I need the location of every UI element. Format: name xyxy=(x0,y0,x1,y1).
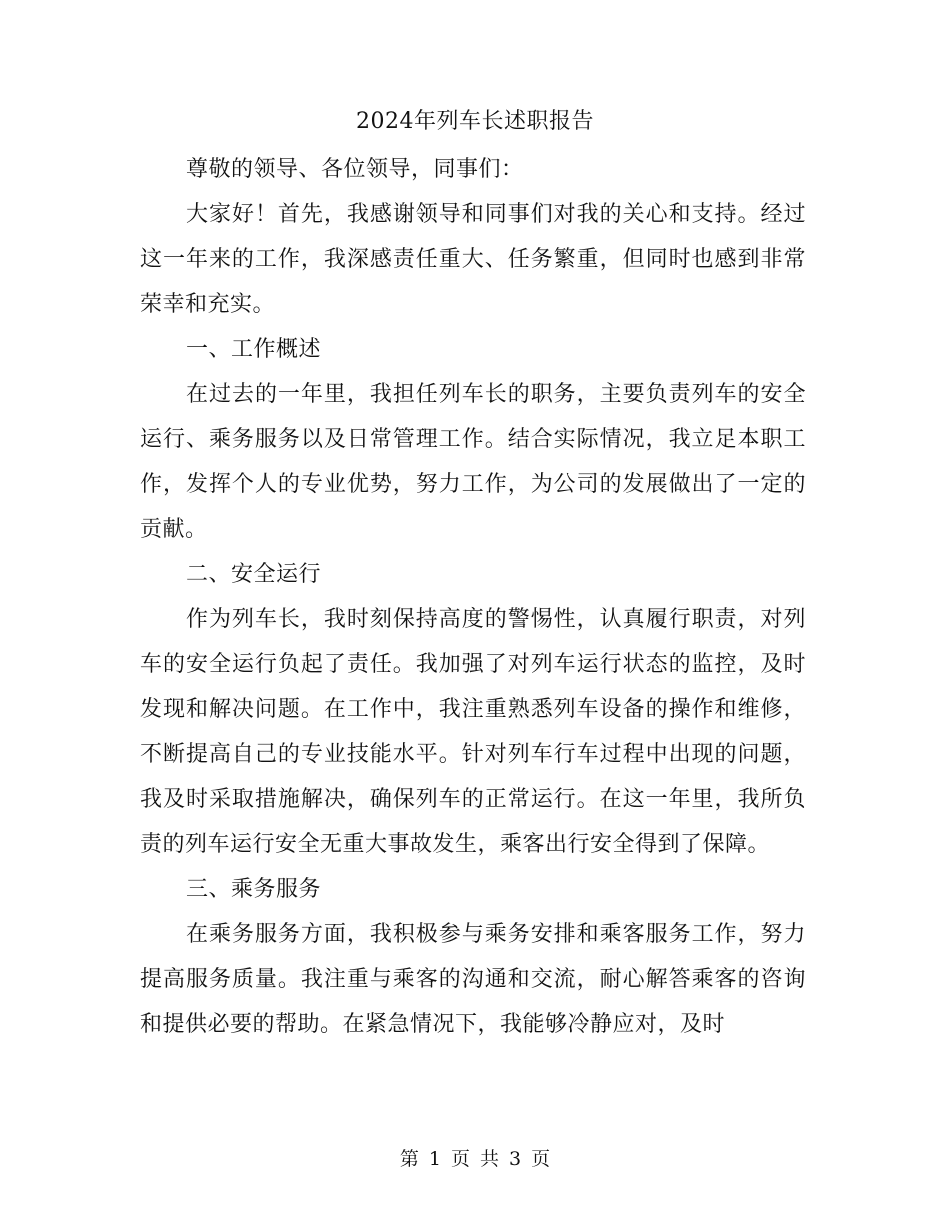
salutation-paragraph: 尊敬的领导、各位领导，同事们： xyxy=(186,157,524,182)
document-body xyxy=(140,147,806,1047)
document-title: 2024年列车长述职报告 xyxy=(356,109,594,134)
opening-paragraph: 大家好！首先，我感谢领导和同事们对我的关心和支持。经过这一年来的工作，我深感责任重大、任务繁重，但同时也感到非常荣幸和充实。 xyxy=(140,202,806,317)
crew-service-paragraph: 在乘务服务方面，我积极参与乘务安排和乘客服务工作，努力提高服务质量。我注重与乘客的沟通和交流，耐心解答乘客的咨询和提供必要的帮助。在紧急情况下，我能够冷静应对，及时 xyxy=(140,922,806,1037)
safe-operation-paragraph: 作为列车长，我时刻保持高度的警惕性，认真履行职责，对列车的安全运行负起了责任。我加强了对列车运行状态的监控，及时发现和解决问题。在工作中，我注重熟悉列车设备的操作和维修，不断提高自己的专业技能水平。针对列车行车过程中出现的问题，我及时采取措施解决，确保列车的正常运行。在这一年里，我所负责的列车运行安全无重大事故发生，乘客出行安全得到了保障。 xyxy=(140,607,806,857)
section-heading-safe-operation: 二、安全运行 xyxy=(186,562,322,587)
work-overview-paragraph: 在过去的一年里，我担任列车长的职务，主要负责列车的安全运行、乘务服务以及日常管理工作。结合实际情况，我立足本职工作，发挥个人的专业优势，努力工作，为公司的发展做出了一定的贡献。 xyxy=(140,382,806,542)
page-number-footer: 第 1 页 共 3 页 xyxy=(399,1148,551,1170)
section-heading-work-overview: 一、工作概述 xyxy=(186,337,322,362)
section-heading-crew-service: 三、乘务服务 xyxy=(186,877,322,902)
